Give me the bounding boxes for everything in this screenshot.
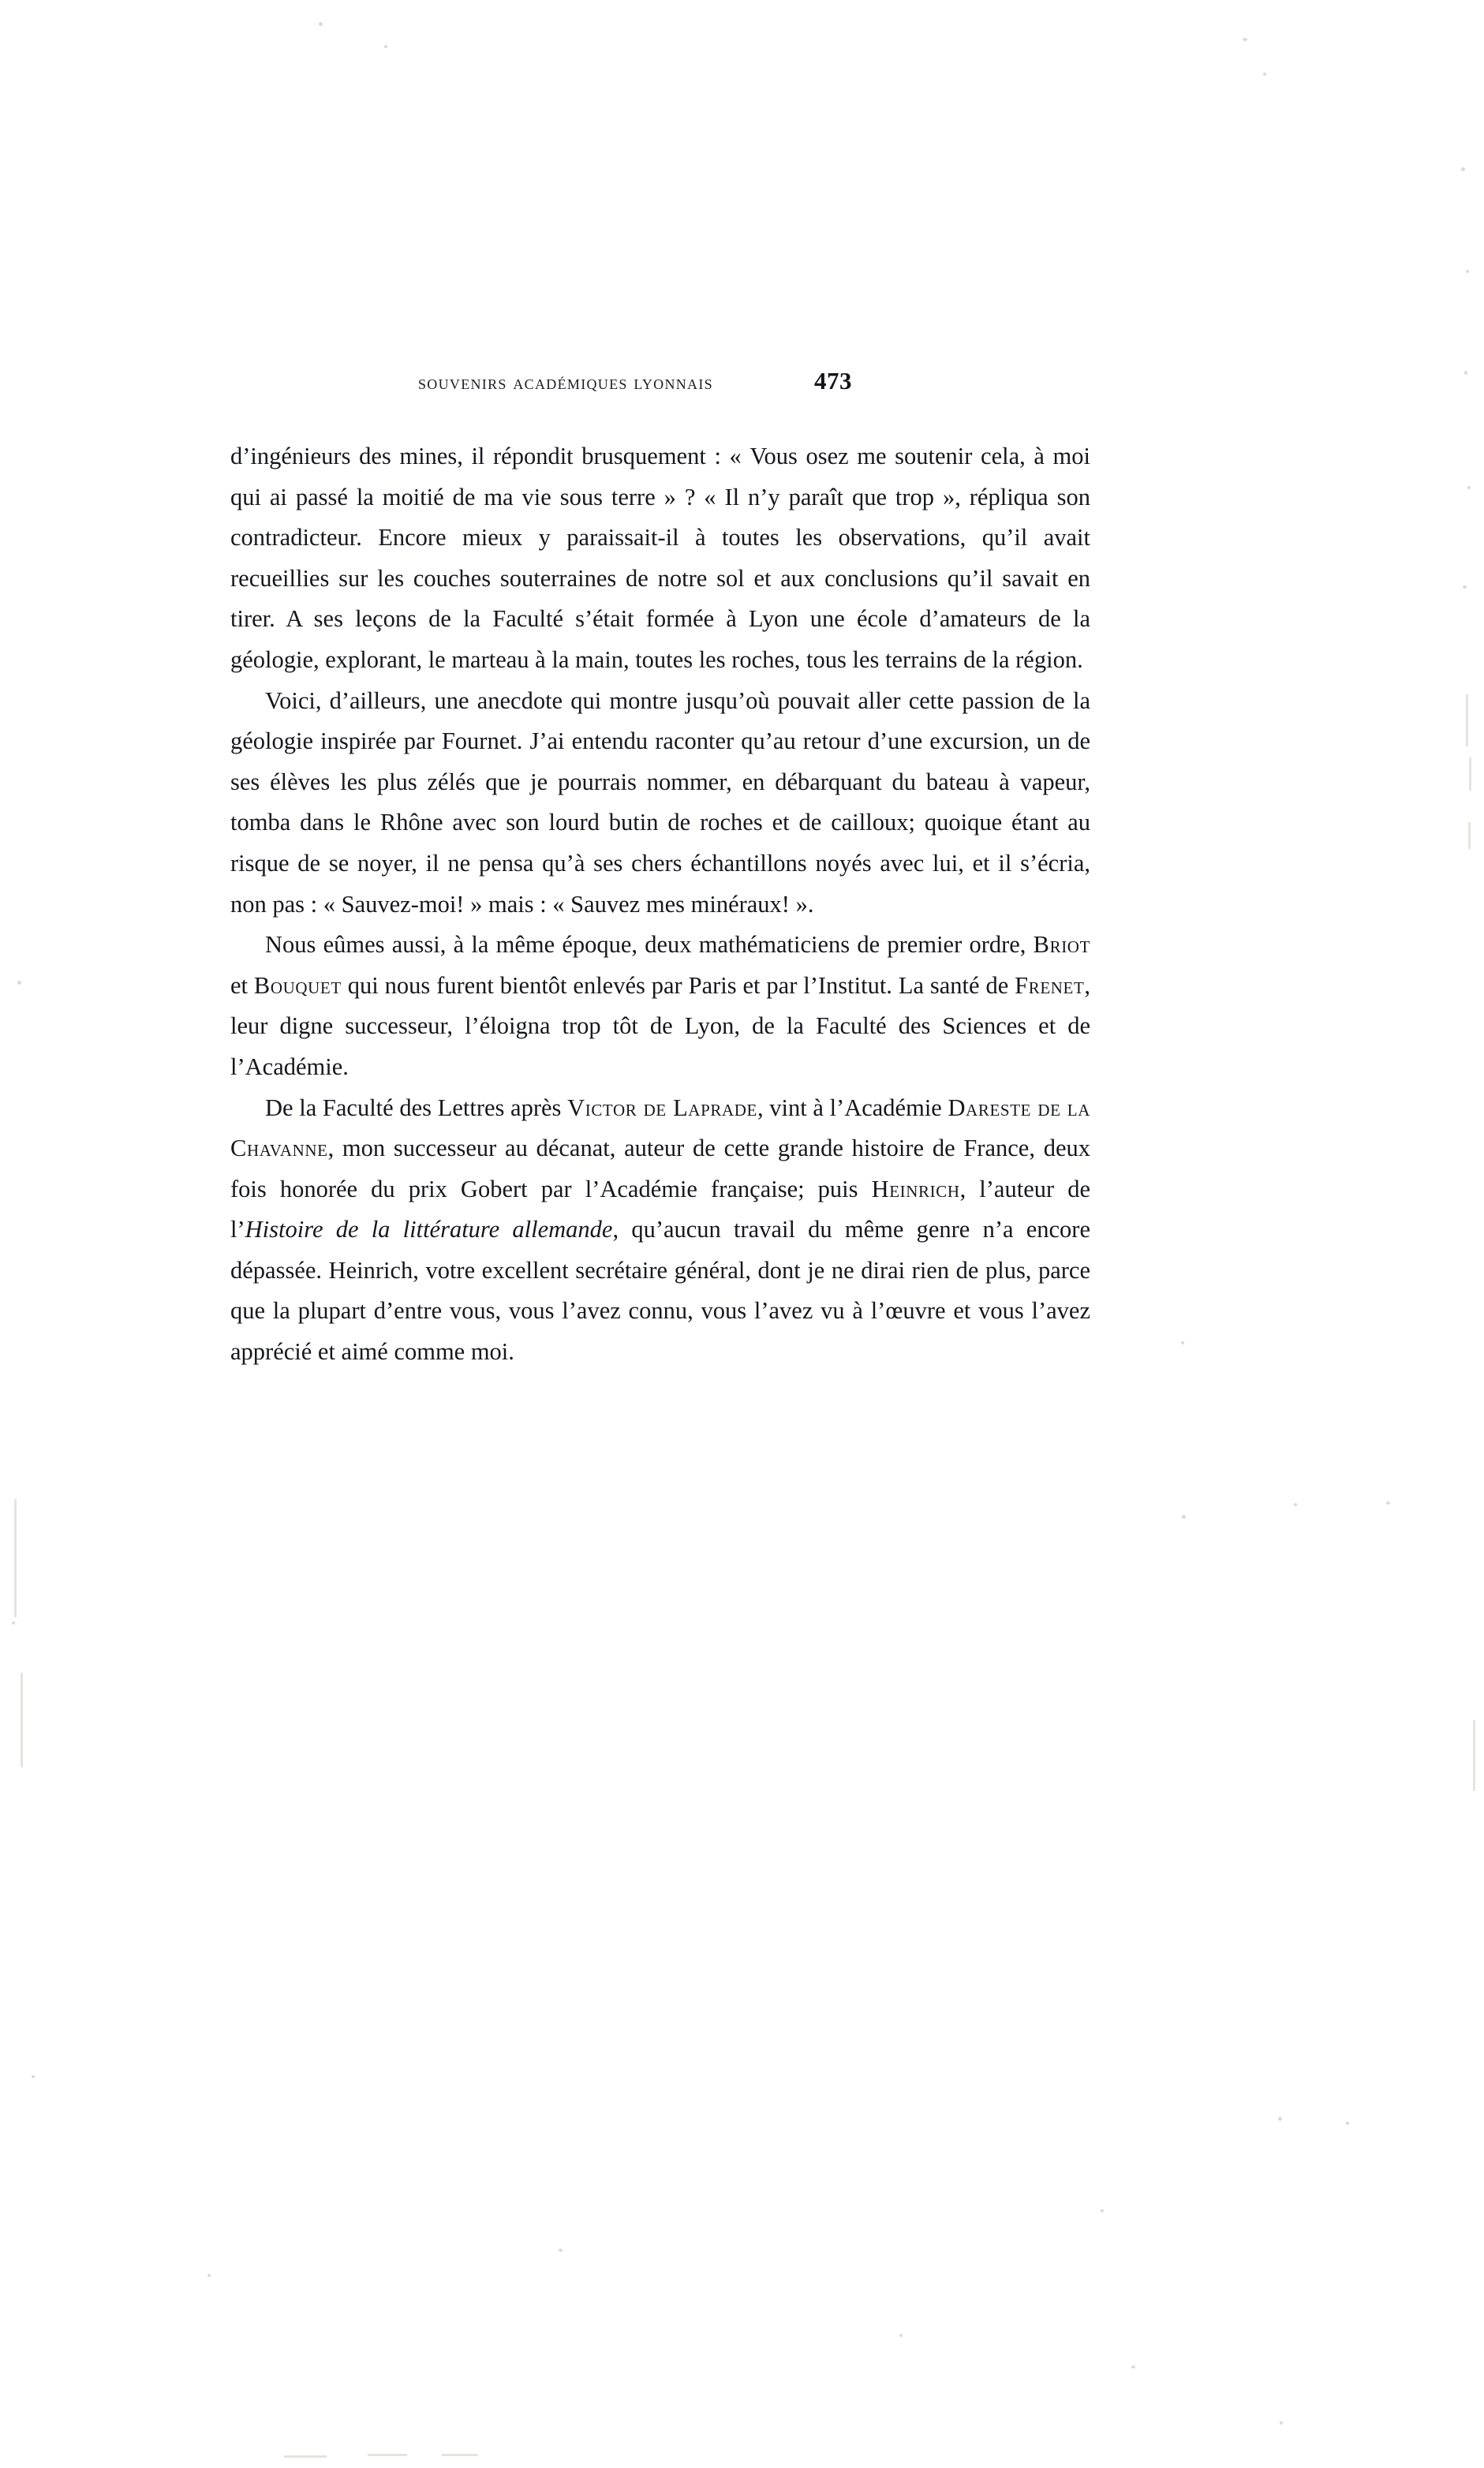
small-caps-name-bouquet: Bouquet bbox=[253, 971, 342, 999]
page-text-block bbox=[230, 367, 1090, 1373]
small-caps-name-briot: Briot bbox=[1033, 931, 1090, 959]
running-head-title: souvenirs académiques lyonnais bbox=[418, 371, 713, 394]
small-caps-name-frenet: Frenet bbox=[1015, 971, 1085, 999]
small-caps-name-dareste: Dareste de la Chavanne bbox=[230, 1094, 1090, 1162]
small-caps-name-heinrich: Heinrich bbox=[871, 1175, 960, 1202]
page-number: 473 bbox=[813, 367, 852, 395]
paragraph-4: De la Faculté des Lettres après Victor de Laprade, vint à l’Académie Dareste de la Chavanne, mon successeur au décanat, auteur de cette grande histoire de France, deux fois honorée du prix Gobert par l’Académie française; puis Heinrich, l’auteur de l’Histoire de la littérature allemande, qu’aucun travail du même genre n’a encore dépassée. Heinrich, votre excellent secrétaire général, dont je ne dirai rien de plus, parce que la plupart d’entre vous, vous l’avez connu, vous l’avez vu à l’œuvre et vous l’avez apprécié et aimé comme moi. bbox=[230, 1094, 1091, 1366]
italic-title-histoire: Histoire de la littérature allemande bbox=[245, 1216, 613, 1243]
running-head bbox=[230, 367, 1090, 395]
paragraph-1: d’ingénieurs des mines, il répondit brusquement : « Vous osez me soutenir cela, à moi qui ai passé la moitié de ma vie sous terre » ? « Il n’y paraît que trop », répliqua son contradicteur. Encore mieux y paraissait-il à toutes les observations, qu’il avait recueillies sur les couches souterraines de notre sol et aux conclusions qu’il savait en tirer. A ses leçons de la Faculté s’était formée à Lyon une école d’amateurs de la géologie, explorant, le marteau à la main, toutes les roches, tous les terrains de la région. bbox=[230, 443, 1090, 673]
paragraph-3: Nous eûmes aussi, à la même époque, deux mathématiciens de premier ordre, Briot et Bouquet qui nous furent bientôt enlevés par Paris et par l’Institut. La santé de Frenet, leur digne successeur, l’éloigna trop tôt de Lyon, de la Faculté des Sciences et de l’Académie. bbox=[230, 931, 1090, 1080]
paragraph-2: Voici, d’ailleurs, une anecdote qui montre jusqu’où pouvait aller cette passion de la géologie inspirée par Fournet. J’ai entendu raconter qu’au retour d’une excursion, un de ses élèves les plus zélés que je pourrais nommer, en débarquant du bateau à vapeur, tomba dans le Rhône avec son lourd butin de roches et de cailloux; quoique étant au risque de se noyer, il ne pensa qu’à ses chers échantillons noyés avec lui, et il s’écria, non pas : « Sauvez-moi! » mais : « Sauvez mes minéraux! ». bbox=[230, 686, 1090, 918]
small-caps-name-laprade: Victor de Laprade bbox=[567, 1094, 757, 1121]
